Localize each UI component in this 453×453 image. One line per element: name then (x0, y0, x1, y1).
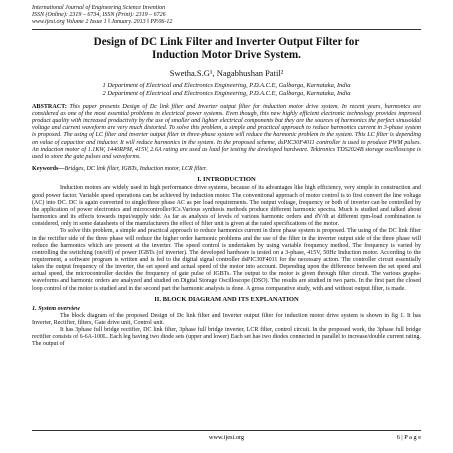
footer-site: www.ijesi.org (208, 434, 245, 441)
page-footer (32, 434, 421, 444)
subsection-heading: 1. System overview (32, 304, 80, 312)
abstract-text: This paper presents Design of Dc link filter and Inverter output filter for induction motor drive system. In recent years, harmonics are considered as one of the most essential problems in electrical power systems. Even though, this new highly efficient electronic technology provides improved product quality with increased productivity by the use of smaller and lighter electrical components but they are the sources of harmonics the perfect sinusoidal voltage and current waveform are very much distorted. To solve this problem, a simple and practical approach to reduce harmonics current in 3-phase system is proposed. The using of LC filter and inverter output filter in three-phase system will reduce the harmonic problem in the system. This LC filter is depending on value of capacitor and inductor. It will reduce harmonics in the system. In the proposed scheme, dsPIC30F4011 controller is used to produce PWM pulses. An induction motor of 1.1KW, 1440RPM, 415V, 2.6A rating are used as load for testing the developed hardware. Tektronics TDS2024B storage oscilloscope is used to store the gate pulses and waveforms. (32, 103, 421, 161)
affiliation-1: 1 Department of Electrical and Electronics Engineering, P.D.A.C.E, Gulbarga, Karnataka, India (102, 81, 351, 89)
abstract (32, 104, 421, 162)
header-divider (32, 29, 421, 30)
author-list: Swetha.S.G¹, Nagabhushan Patil² (169, 67, 284, 78)
paper-title (32, 36, 421, 62)
footer-divider (32, 430, 421, 431)
keywords-label: Keywords— (32, 166, 65, 173)
affiliations (32, 82, 421, 98)
journal-header (32, 5, 421, 27)
journal-issue: www.ijesi.org Volume 2 Issue 1 ǁ January. 2013 ǁ PP.06-12 (32, 19, 173, 26)
abstract-label: ABSTRACT: (32, 103, 67, 110)
section-heading-introduction: I. INTRODUCTION (197, 176, 256, 184)
paragraph: Induction motors are widely used in high performance drive systems, because of its advantages like high efficiency, very simple in construction and good power factor. Variable speed operations can be achieved by induction motor. The conventional approach of motor control is to first convert the line voltage (AC) into DC. DC is again converted to single/three phase AC as per load requirements. The output voltage, frequency or both of inverter can be controlled by the application of power electronics and microcontroller/ICs.Various synthesis methods produce different harmonic spectra. Much is studied and talked about harmonics and its effects towards input/supply side. As far as analysis of levels of various harmonic orders and dV/dt at different rpm-load combination is considered, only in some datasheets of the manufacturers the effect of filter unit is given at the rated specifications of the motor. (32, 185, 421, 228)
affiliation-2: 2 Department of Electrical and Electronics Engineering, P.D.A.C.E, Gulbarga, Karnataka, India (102, 89, 351, 97)
title-line-2: Induction Motor Drive System. (152, 48, 301, 61)
section-heading-block-diagram: II. BLOCK DIAGRAM AND ITS EXPLANATION (154, 295, 299, 303)
paragraph: It has 3phase full bridge rectifier, DC link filter, 3phase full bridge inverter, LCR filter, control circuit. In the proposed work, the 3phase full bridge rectifier consists of 6-6A-100L. Each leg having two diode sets (upper and lower) Each set has two diodes connected in parallel to increase/double current rating. The output of (32, 327, 421, 348)
keywords (32, 166, 421, 173)
journal-issn: ISSN (Online): 2319 – 6734, ISSN (Print): 2319 – 6726 (32, 12, 166, 19)
keywords-text: Bridges, DC link filter, IGBTs, Induction motor, LCR filter. (64, 166, 207, 173)
journal-name: International Journal of Engineering Science Invention (32, 5, 166, 11)
paragraph: To solve this problem, a simple and practical approach to reduce harmonics current in three phase system is proposed. The using of the DC link filter in the rectifier side of the three phase will reduce the higher order harmonic problems and the use of the filter in the inverter output side of the three phase will reduce the harmonics which are present at the inverter. The speed control is undertaken by using variable frequency method. The frequency is varied by controlling the switching (on/off) of power IGBTs (of inverter). The developed hardware is tested on a 3-phase, 415V, 50Hz Induction motor. According to the requirement, a software program is written and is fed to the digital signal controller dsPIC30F4011 for the necessary action. The controller circuit essentially takes the output frequency of the inverter, the set speed and actual speed of the motor into account. Depending upon the difference between the set speed and actual speed, the microcontroller decides the frequency of gate pulse of IGBTs. The output to the motor is given through filter circuit. The various graphs-waveforms and harmonic orders are analyzed and studied on Digital Storage Oscilloscope (DSO). The results are studied in two parts. In the first part the closed loop control of the motor is studied and in the second part the harmonic analysis is done. A gross comparative study, with and without output filter, is made. (32, 228, 421, 292)
page-number: 6 | P a g e (396, 434, 421, 441)
paragraph: The block diagram of the proposed Design of Dc link filter and Inverter output filter for induction motor drive system is shown in fig 1. It has Inverter, Rectifier, filters, Gate drive unit, Control unit. (32, 312, 421, 326)
title-line-1: Design of DC Link Filter and Inverter Output Filter for (93, 35, 360, 48)
